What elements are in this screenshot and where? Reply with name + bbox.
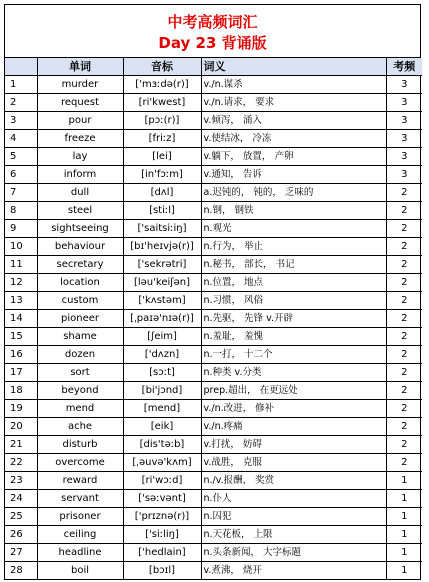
header-phonetic: 音标	[123, 58, 201, 76]
word-cell: secretary	[37, 256, 123, 274]
frequency-cell: 2	[386, 400, 422, 418]
row-number: 7	[5, 184, 37, 202]
word-cell: beyond	[37, 382, 123, 400]
row-number: 2	[5, 94, 37, 112]
vocabulary-table	[5, 58, 422, 579]
frequency-cell: 2	[386, 184, 422, 202]
definition-cell: n.习惯， 风俗	[201, 292, 386, 310]
frequency-cell: 3	[386, 112, 422, 130]
table-row	[5, 310, 422, 328]
table-row	[5, 130, 422, 148]
row-number: 28	[5, 562, 37, 580]
sheet-title: 中考高频词汇	[167, 13, 258, 31]
definition-cell: v.通知， 告诉	[201, 166, 386, 184]
sheet-subtitle: Day 23 背诵版	[158, 34, 267, 52]
phonetic-cell: ['saitsiːiŋ]	[123, 220, 201, 238]
definition-cell: n.头条新闻， 大字标题	[201, 544, 386, 562]
row-number: 17	[5, 364, 37, 382]
table-row	[5, 184, 422, 202]
table-header-row	[5, 58, 422, 76]
phonetic-cell: [bɪ'heɪvjə(r)]	[123, 238, 201, 256]
definition-cell: n.位置， 地点	[201, 274, 386, 292]
phonetic-cell: [ri'kwest]	[123, 94, 201, 112]
definition-cell: n.囚犯	[201, 508, 386, 526]
phonetic-cell: ['sekrətri]	[123, 256, 201, 274]
table-row	[5, 328, 422, 346]
table-row	[5, 346, 422, 364]
frequency-cell: 2	[386, 364, 422, 382]
word-cell: mend	[37, 400, 123, 418]
frequency-cell: 2	[386, 220, 422, 238]
definition-cell: n.种类 v.分类	[201, 364, 386, 382]
phonetic-cell: [ʃeim]	[123, 328, 201, 346]
word-cell: servant	[37, 490, 123, 508]
table-row	[5, 220, 422, 238]
table-row	[5, 364, 422, 382]
phonetic-cell: [ri'wɔːd]	[123, 472, 201, 490]
phonetic-cell: [bi'jɔnd]	[123, 382, 201, 400]
row-number: 5	[5, 148, 37, 166]
phonetic-cell: ['səːvənt]	[123, 490, 201, 508]
definition-cell: v./n.疼痛	[201, 418, 386, 436]
definition-cell: n.一打， 十二个	[201, 346, 386, 364]
row-number: 22	[5, 454, 37, 472]
row-number: 8	[5, 202, 37, 220]
phonetic-cell: [pɔː(r)]	[123, 112, 201, 130]
table-row	[5, 274, 422, 292]
word-cell: headline	[37, 544, 123, 562]
definition-cell: v.躺下， 放置， 产卵	[201, 148, 386, 166]
word-cell: prisoner	[37, 508, 123, 526]
table-row	[5, 562, 422, 580]
definition-cell: n.观光	[201, 220, 386, 238]
phonetic-cell: ['mɜːdə(r)]	[123, 76, 201, 94]
phonetic-cell: [ˌpaɪə'nɪə(r)]	[123, 310, 201, 328]
header-definition: 词义	[201, 58, 386, 76]
definition-cell: n.天花板， 上限	[201, 526, 386, 544]
word-cell: request	[37, 94, 123, 112]
word-cell: freeze	[37, 130, 123, 148]
word-cell: disturb	[37, 436, 123, 454]
frequency-cell: 3	[386, 130, 422, 148]
frequency-cell: 3	[386, 76, 422, 94]
table-row	[5, 382, 422, 400]
word-cell: murder	[37, 76, 123, 94]
word-cell: boil	[37, 562, 123, 580]
table-row	[5, 436, 422, 454]
row-number: 21	[5, 436, 37, 454]
table-row	[5, 472, 422, 490]
frequency-cell: 1	[386, 508, 422, 526]
frequency-cell: 1	[386, 490, 422, 508]
definition-cell: v./n.请求， 要求	[201, 94, 386, 112]
frequency-cell: 1	[386, 544, 422, 562]
phonetic-cell: [stiːl]	[123, 202, 201, 220]
frequency-cell: 2	[386, 256, 422, 274]
word-cell: dull	[37, 184, 123, 202]
frequency-cell: 2	[386, 238, 422, 256]
row-number: 20	[5, 418, 37, 436]
row-number: 13	[5, 292, 37, 310]
row-number: 1	[5, 76, 37, 94]
word-cell: reward	[37, 472, 123, 490]
phonetic-cell: [in'fɔːm]	[123, 166, 201, 184]
word-cell: dozen	[37, 346, 123, 364]
row-number: 11	[5, 256, 37, 274]
definition-cell: prep.超出， 在更远处	[201, 382, 386, 400]
frequency-cell: 2	[386, 202, 422, 220]
word-cell: lay	[37, 148, 123, 166]
word-cell: custom	[37, 292, 123, 310]
phonetic-cell: [dis'təːb]	[123, 436, 201, 454]
definition-cell: n.钢， 钢铁	[201, 202, 386, 220]
frequency-cell: 1	[386, 526, 422, 544]
definition-cell: v.战胜， 克服	[201, 454, 386, 472]
table-row	[5, 112, 422, 130]
row-number: 24	[5, 490, 37, 508]
row-number: 18	[5, 382, 37, 400]
row-number: 16	[5, 346, 37, 364]
word-cell: pioneer	[37, 310, 123, 328]
definition-cell: v.煮沸， 烧开	[201, 562, 386, 580]
table-row	[5, 454, 422, 472]
row-number: 27	[5, 544, 37, 562]
phonetic-cell: [dʌl]	[123, 184, 201, 202]
frequency-cell: 1	[386, 562, 422, 580]
row-number: 9	[5, 220, 37, 238]
phonetic-cell: [mend]	[123, 400, 201, 418]
phonetic-cell: ['hedlain]	[123, 544, 201, 562]
phonetic-cell: ['siːliŋ]	[123, 526, 201, 544]
word-cell: location	[37, 274, 123, 292]
table-row	[5, 490, 422, 508]
table-row	[5, 544, 422, 562]
phonetic-cell: [bɔɪl]	[123, 562, 201, 580]
title-block	[5, 5, 420, 58]
row-number: 26	[5, 526, 37, 544]
phonetic-cell: [eik]	[123, 418, 201, 436]
word-cell: inform	[37, 166, 123, 184]
table-row	[5, 94, 422, 112]
row-number: 4	[5, 130, 37, 148]
phonetic-cell: ['kʌstəm]	[123, 292, 201, 310]
definition-cell: n.秘书， 部长， 书记	[201, 256, 386, 274]
definition-cell: v./n.谋杀	[201, 76, 386, 94]
frequency-cell: 2	[386, 382, 422, 400]
frequency-cell: 2	[386, 292, 422, 310]
definition-cell: n.行为， 举止	[201, 238, 386, 256]
header-word: 单词	[37, 58, 123, 76]
word-cell: overcome	[37, 454, 123, 472]
word-cell: pour	[37, 112, 123, 130]
definition-cell: v.使结冰， 冷冻	[201, 130, 386, 148]
table-body	[5, 76, 422, 580]
phonetic-cell: [lei]	[123, 148, 201, 166]
table-row	[5, 400, 422, 418]
phonetic-cell: ['dʌzn]	[123, 346, 201, 364]
table-row	[5, 202, 422, 220]
frequency-cell: 3	[386, 166, 422, 184]
table-row	[5, 418, 422, 436]
phonetic-cell: [ˌəuvə'kʌm]	[123, 454, 201, 472]
frequency-cell: 2	[386, 454, 422, 472]
definition-cell: n.先驱， 先锋 v.开辟	[201, 310, 386, 328]
phonetic-cell: [friːz]	[123, 130, 201, 148]
table-row	[5, 166, 422, 184]
frequency-cell: 3	[386, 148, 422, 166]
definition-cell: v.打扰， 妨碍	[201, 436, 386, 454]
row-number: 15	[5, 328, 37, 346]
table-row	[5, 526, 422, 544]
vocabulary-sheet	[4, 4, 421, 580]
definition-cell: n.羞耻， 羞愧	[201, 328, 386, 346]
row-number: 12	[5, 274, 37, 292]
definition-cell: a.迟钝的， 钝的， 乏味的	[201, 184, 386, 202]
row-number: 3	[5, 112, 37, 130]
row-number: 25	[5, 508, 37, 526]
word-cell: ceiling	[37, 526, 123, 544]
row-number: 10	[5, 238, 37, 256]
frequency-cell: 2	[386, 346, 422, 364]
word-cell: behaviour	[37, 238, 123, 256]
phonetic-cell: [sɔːt]	[123, 364, 201, 382]
row-number: 14	[5, 310, 37, 328]
phonetic-cell: ['prɪznə(r)]	[123, 508, 201, 526]
word-cell: sort	[37, 364, 123, 382]
table-row	[5, 76, 422, 94]
table-row	[5, 148, 422, 166]
table-row	[5, 238, 422, 256]
word-cell: sightseeing	[37, 220, 123, 238]
definition-cell: v.倾泻， 涌入	[201, 112, 386, 130]
word-cell: ache	[37, 418, 123, 436]
frequency-cell: 2	[386, 436, 422, 454]
row-number: 23	[5, 472, 37, 490]
frequency-cell: 2	[386, 310, 422, 328]
header-number	[5, 58, 37, 76]
word-cell: steel	[37, 202, 123, 220]
table-row	[5, 256, 422, 274]
frequency-cell: 1	[386, 472, 422, 490]
frequency-cell: 2	[386, 418, 422, 436]
table-row	[5, 292, 422, 310]
word-cell: shame	[37, 328, 123, 346]
row-number: 19	[5, 400, 37, 418]
definition-cell: n./v.报酬， 奖赏	[201, 472, 386, 490]
frequency-cell: 2	[386, 328, 422, 346]
row-number: 6	[5, 166, 37, 184]
phonetic-cell: [ləu'keiʃən]	[123, 274, 201, 292]
frequency-cell: 3	[386, 94, 422, 112]
definition-cell: v./n.改进， 修补	[201, 400, 386, 418]
definition-cell: n.仆人	[201, 490, 386, 508]
table-row	[5, 508, 422, 526]
header-frequency: 考频	[386, 58, 422, 76]
frequency-cell: 2	[386, 274, 422, 292]
